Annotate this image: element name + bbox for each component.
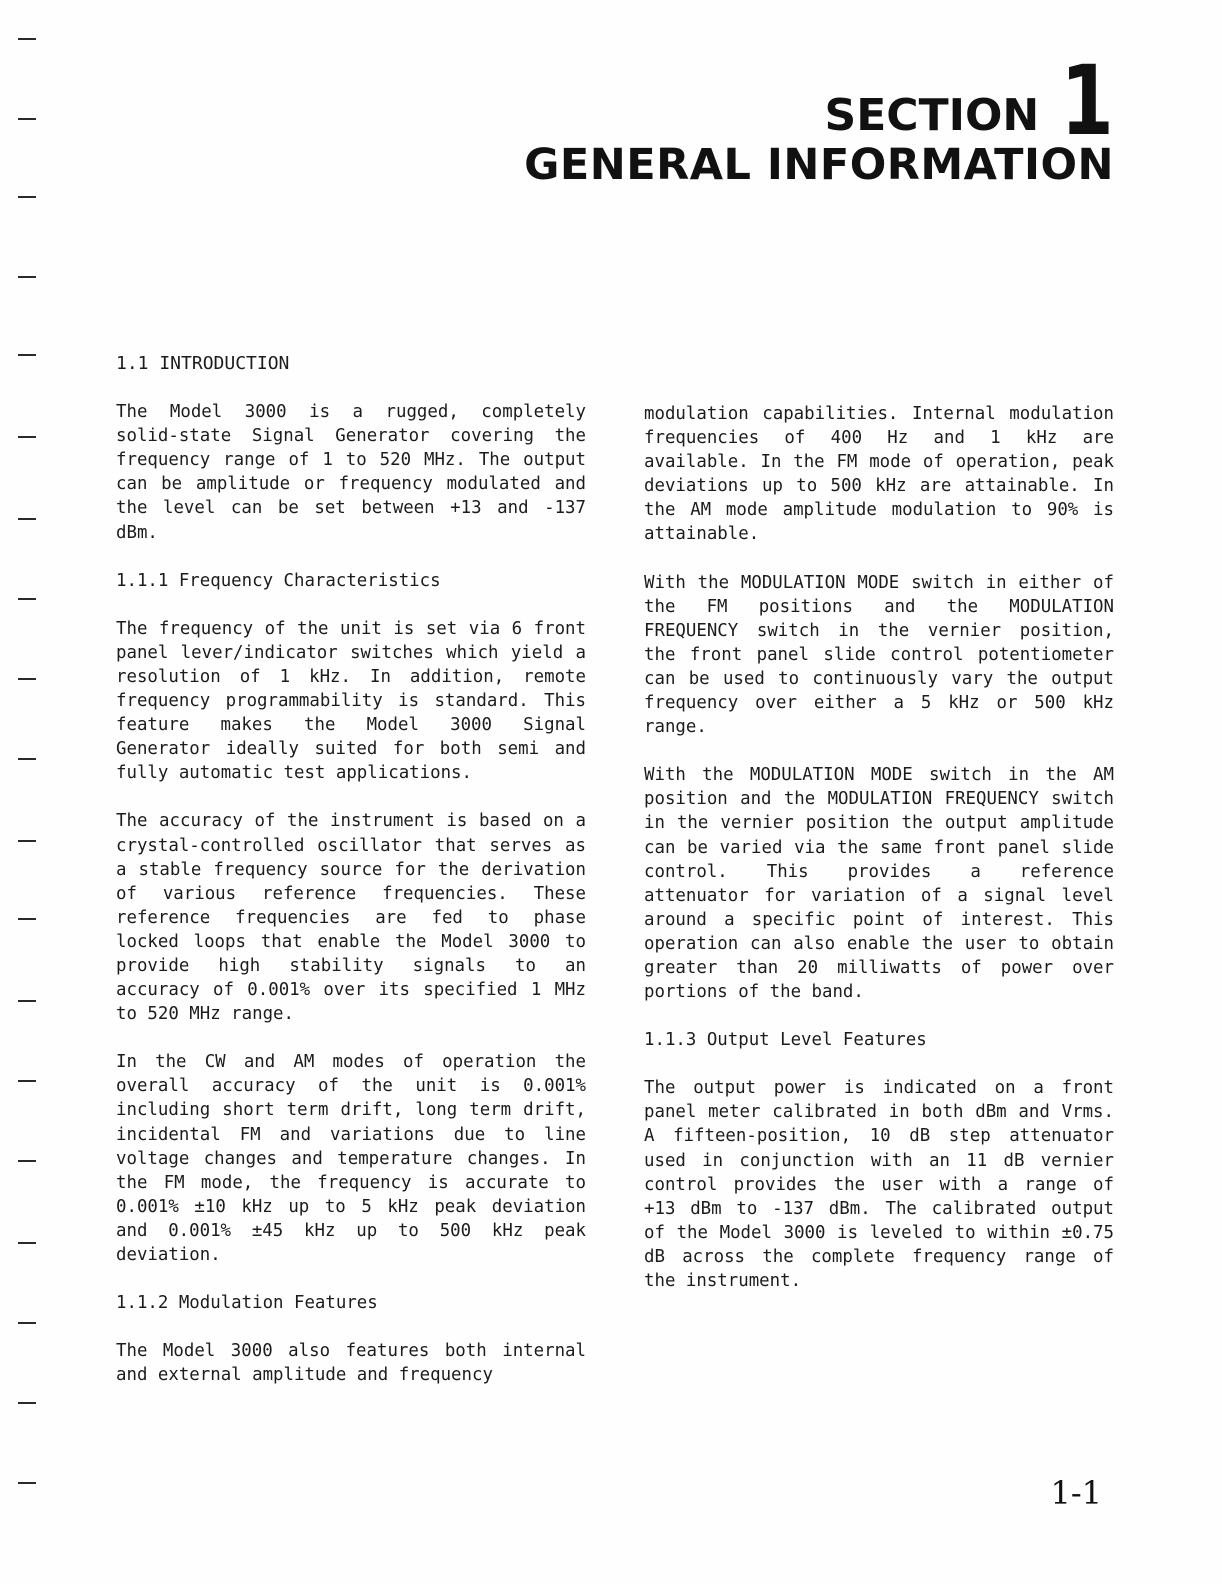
output-level-paragraph: The output power is indicated on a front panel meter calibrated in both dBm and Vrms. A fifteen-position, 10 dB step attenuator used in conjunction with an 11 dB vernier control provides the user with a range of +13 dBm to -137 dBm. The calibrated output of the Model 3000 is leveled to within ±0.75 dB across the complete frequency range of the instrument. — [644, 1078, 1114, 1291]
right-column — [644, 348, 1114, 1317]
margin-tick — [18, 518, 36, 520]
section-number: 1 — [1060, 45, 1114, 158]
modulation-heading: 1.1.2 Modulation Features — [116, 1293, 378, 1314]
margin-tick — [18, 918, 36, 920]
modulation-paragraph-end: modulation capabilities. Internal modulation frequencies of 400 Hz and 1 kHz are available. In the FM mode of operation, peak deviations up to 500 kHz are attainable. In the AM mode amplitude modulation to 90% is attainable. — [644, 404, 1114, 545]
margin-tick — [18, 1242, 36, 1244]
output-level-heading: 1.1.3 Output Level Features — [644, 1030, 927, 1051]
margin-tick — [18, 1482, 36, 1484]
accuracy-paragraph: The accuracy of the instrument is based on a crystal-controlled oscillator that serves as a stable frequency source for the derivation of various reference frequencies. These reference frequencies are fed to phase locked loops that enable the Model 3000 to provide high stability signals to an accuracy of 0.001% over its specified 1 MHz to 520 MHz range. — [116, 811, 586, 1025]
margin-tick — [18, 598, 36, 600]
margin-tick — [18, 678, 36, 680]
margin-tick — [18, 1402, 36, 1404]
fm-vernier-paragraph: With the MODULATION MODE switch in either of the FM positions and the MODULATION FREQUENCY switch in the vernier position, the front panel slide control potentiometer can be used to continuously vary the output frequency over either a 5 kHz or 500 kHz range. — [644, 572, 1114, 738]
margin-tick — [18, 1000, 36, 1002]
frequency-heading: 1.1.1 Frequency Characteristics — [116, 570, 441, 591]
margin-tick — [18, 840, 36, 842]
margin-tick — [18, 436, 36, 438]
section-label — [524, 45, 1114, 158]
cw-am-paragraph: In the CW and AM modes of operation the overall accuracy of the unit is 0.001% including short term drift, long term drift, incidental FM and variations due to line voltage changes and temperature changes. In the FM mode, the frequency is accurate to 0.001% ±10 kHz up to 5 kHz peak deviation and 0.001% ±45 kHz up to 500 kHz peak deviation. — [116, 1052, 586, 1265]
margin-tick — [18, 276, 36, 278]
margin-tick — [18, 118, 36, 120]
margin-tick — [18, 1322, 36, 1324]
margin-tick — [18, 758, 36, 760]
margin-tick — [18, 38, 36, 40]
am-vernier-paragraph: With the MODULATION MODE switch in the AM position and the MODULATION FREQUENCY switch in the vernier position the output amplitude can be varied via the same front panel slide control. This provides a reference attenuator for variation of a signal level around a specific point of interest. This operation can also enable the user to obtain greater than 20 milliwatts of power over portions of the band. — [644, 765, 1114, 1003]
frequency-paragraph: The frequency of the unit is set via 6 front panel lever/indicator switches which yield a resolution of 1 kHz. In addition, remote frequency programmability is standard. This feature makes the Model 3000 Signal Generator ideally suited for both semi and fully automatic test applications. — [116, 618, 586, 784]
section-title: GENERAL INFORMATION — [524, 140, 1114, 190]
section-word: SECTION — [824, 90, 1040, 141]
intro-heading: 1.1 INTRODUCTION — [116, 353, 290, 374]
section-header — [524, 45, 1114, 190]
margin-tick — [18, 354, 36, 356]
margin-tick — [18, 1080, 36, 1082]
intro-paragraph: The Model 3000 is a rugged, completely solid-state Signal Generator covering the frequency range of 1 to 520 MHz. The output can be amplitude or frequency modulated and the level can be set between +13 and -137 dBm. — [116, 402, 586, 543]
margin-tick — [18, 196, 36, 198]
margin-tick — [18, 1160, 36, 1162]
page-number: 1-1 — [1050, 1474, 1102, 1512]
modulation-paragraph-start: The Model 3000 also features both internal and external amplitude and frequency — [116, 1341, 586, 1386]
left-column — [116, 348, 586, 1411]
